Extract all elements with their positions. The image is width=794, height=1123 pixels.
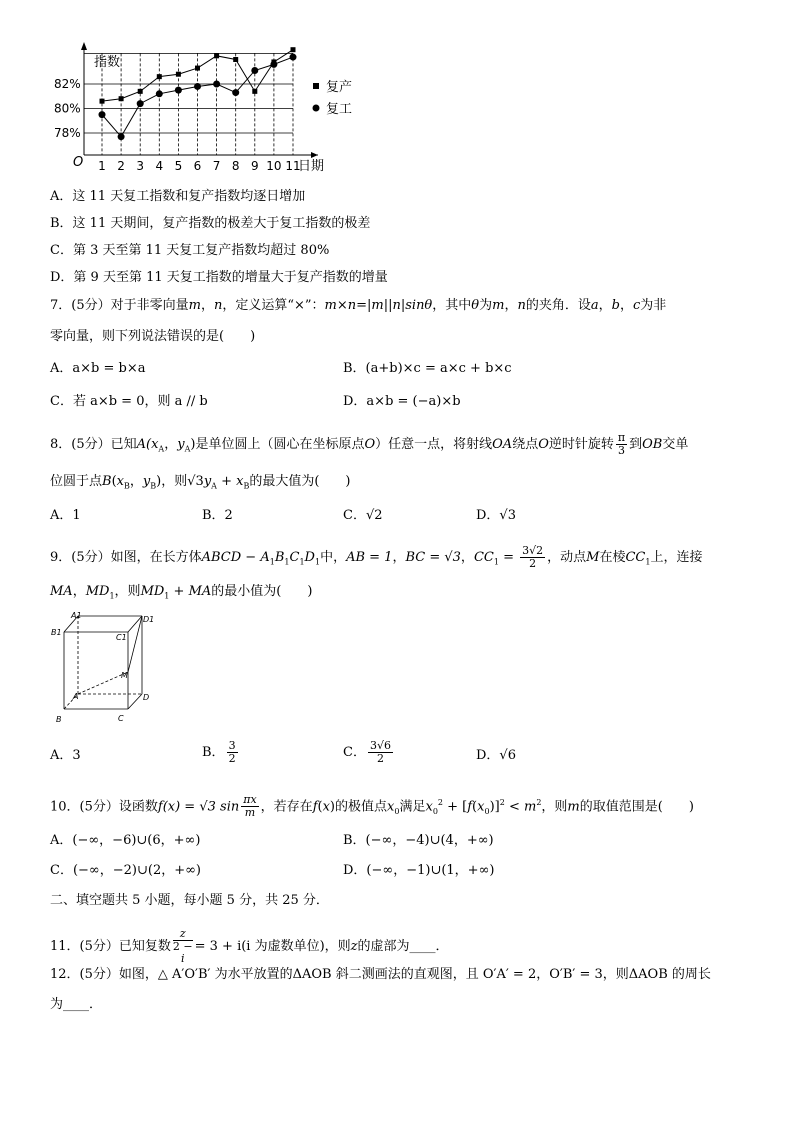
y-tick-label: 78% bbox=[54, 126, 81, 140]
x-tick-label: 5 bbox=[174, 159, 183, 173]
series-point-square bbox=[214, 53, 219, 58]
series-point-square bbox=[291, 47, 296, 52]
series-point-circle bbox=[232, 89, 239, 96]
series-point-square bbox=[233, 57, 238, 62]
q7-option-d: D．a×b = (−a)×b bbox=[343, 394, 461, 409]
legend-marker-circle bbox=[313, 105, 320, 112]
series-point-circle bbox=[99, 111, 106, 118]
series-point-square bbox=[100, 99, 105, 104]
cuboid-figure bbox=[50, 612, 170, 732]
q12-stem-line2: 为____． bbox=[50, 997, 103, 1012]
q8-option-d: D．√3 bbox=[476, 508, 516, 523]
q7-stem-line1: 7．(5分）对于非零向量m，n，定义运算“×”：m×n=|m||n|sinθ，其中θ为m，n的夹角．设a，b，c为非 bbox=[50, 298, 667, 313]
cube-label-d1: D1 bbox=[143, 615, 155, 624]
series-point-circle bbox=[270, 61, 277, 68]
y-tick-label: 82% bbox=[54, 77, 81, 91]
series-point-circle bbox=[175, 87, 182, 94]
q7-stem-line2: 零向量，则下列说法错误的是( ) bbox=[50, 329, 256, 344]
x-tick-label: 10 bbox=[266, 159, 282, 173]
series-point-square bbox=[138, 89, 143, 94]
q8-option-a: A．1 bbox=[50, 508, 81, 523]
chart-origin-label: O bbox=[73, 155, 84, 170]
x-tick-label: 1 bbox=[98, 159, 106, 173]
legend-marker-square bbox=[313, 83, 319, 89]
x-tick-label: 8 bbox=[231, 159, 240, 173]
q6-option-d: D．第 9 天至第 11 天复工指数的增量大于复产指数的增量 bbox=[50, 270, 388, 285]
y-tick-label: 80% bbox=[54, 101, 81, 116]
series-point-circle bbox=[137, 100, 144, 107]
x-tick-label: 4 bbox=[155, 159, 164, 173]
x-tick-label: 2 bbox=[117, 159, 125, 173]
q8-option-b: B．2 bbox=[202, 508, 233, 523]
q9-stem-line1: 9．(5分）如图，在长方体ABCD − $A_1B_1C_1D_1$中，AB = 1，BC = √3，$CC_1$ = $\frac{3√2}{2}$ ，动点M在棱$CC_1$上，连接 bbox=[50, 544, 703, 570]
q9-option-a: A．3 bbox=[50, 748, 81, 763]
series-point-square bbox=[157, 74, 162, 79]
series-point-circle bbox=[213, 81, 220, 88]
cube-label-a: A bbox=[73, 692, 79, 701]
q7-option-b: B．(a+b)×c = a×c + b×c bbox=[343, 361, 512, 376]
series-point-square bbox=[252, 89, 257, 94]
series-point-circle bbox=[251, 67, 258, 74]
series-point-square bbox=[195, 66, 200, 71]
q8-stem-line1: 8．(5分）已知$A(x_A$，$y_A$)是单位圆上（圆心在坐标原点O）任意一点，将射线OA绕点O逆时针旋转 $\frac{\pi}{3}$ 到OB交单 bbox=[50, 431, 689, 457]
x-tick-label: 6 bbox=[193, 159, 202, 173]
q6-option-c: C．第 3 天至第 11 天复工复产指数均超过 80% bbox=[50, 243, 330, 258]
q6-option-a: A．这 11 天复工指数和复产指数均逐日增加 bbox=[50, 189, 306, 204]
series-point-circle bbox=[118, 133, 125, 140]
series-point-circle bbox=[290, 54, 297, 61]
section-2-heading: 二、填空题共 5 小题，每小题 5 分，共 25 分． bbox=[50, 893, 329, 908]
q7-option-c: C．若 a×b = 0，则 a // b bbox=[50, 394, 208, 409]
q11-stem: 11．(5分）已知复数 z 2 − i = 3 + i(i 为虚数单位)，则z的虚部为____． bbox=[50, 927, 449, 965]
series-point-circle bbox=[194, 83, 201, 90]
q10-option-d: D．(−∞，−1)∪(1，+∞) bbox=[343, 863, 495, 878]
x-tick-label: 3 bbox=[136, 159, 145, 173]
x-tick-label: 9 bbox=[250, 159, 259, 173]
x-axis-arrow bbox=[311, 152, 318, 158]
cube-label-a1: A1 bbox=[71, 612, 82, 620]
q9-stem-line2: MA，$MD_1$，则$MD_1$ + MA的最小值为( ) bbox=[50, 584, 313, 601]
legend-label: 复工 bbox=[326, 102, 353, 117]
q12-stem-line1: 12．(5分）如图，△ A′O′B′ 为水平放置的ΔAOB 斜二测画法的直观图，且 O′A′ = 2，O′B′ = 3，则ΔAOB 的周长 bbox=[50, 967, 711, 982]
q8-stem-line2: 位圆于点$B(x_B$，$y_B$)，则$√3y_A + x_B$的最大值为( ) bbox=[50, 474, 351, 491]
cube-label-b: B bbox=[56, 715, 62, 724]
x-tick-label: 11 bbox=[285, 159, 301, 173]
series-point-square bbox=[176, 72, 181, 77]
x-tick-label: 7 bbox=[212, 159, 221, 173]
y-axis-arrow bbox=[81, 42, 87, 50]
series-point-circle bbox=[156, 90, 163, 97]
chart-xlabel: 日期 bbox=[298, 159, 325, 174]
cube-label-b1: B1 bbox=[51, 628, 62, 637]
chart-ylabel: 指数 bbox=[94, 55, 121, 70]
q9-option-c: C． $\frac{3√6}{2}$ bbox=[343, 739, 391, 765]
q9-option-b: B． $\frac{3}{2}$ bbox=[202, 739, 236, 765]
cube-label-c: C bbox=[118, 714, 124, 723]
cube-label-d: D bbox=[143, 693, 150, 702]
q8-option-c: C．√2 bbox=[343, 508, 383, 523]
q6-option-b: B．这 11 天期间，复产指数的极差大于复工指数的极差 bbox=[50, 216, 371, 231]
q10-option-b: B．(−∞，−4)∪(4，+∞) bbox=[343, 833, 494, 848]
q10-stem: 10．(5分）设函数f(x) = √3 sin $\frac{\pi x}{m}$ ，若存在f(x)的极值点$x_0$满足$x_0^2 + [f(x_0)]^2 < m^2$，则m的取值范围是( ) bbox=[50, 793, 694, 820]
q9-option-d: D．√6 bbox=[476, 748, 516, 763]
legend-label: 复产 bbox=[326, 80, 353, 95]
q10-option-c: C．(−∞，−2)∪(2，+∞) bbox=[50, 863, 202, 878]
q10-option-a: A．(−∞，−6)∪(6，+∞) bbox=[50, 833, 201, 848]
index-line-chart bbox=[0, 0, 794, 185]
q7-option-a: A．a×b = b×a bbox=[50, 361, 146, 376]
series-point-square bbox=[119, 96, 124, 101]
cube-label-c1: C1 bbox=[116, 633, 127, 642]
cube-label-m: M bbox=[121, 671, 128, 680]
